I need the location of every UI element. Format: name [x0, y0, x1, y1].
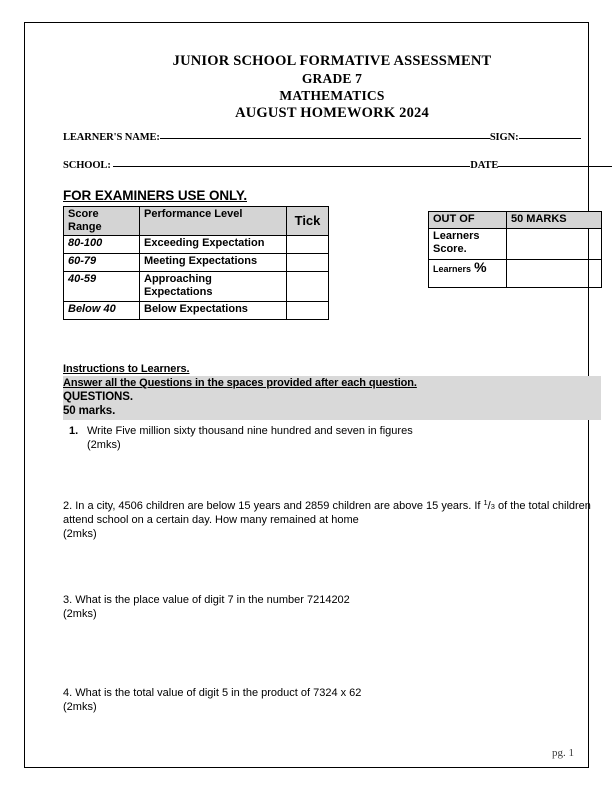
sign-input-line[interactable] [519, 129, 581, 139]
question-2-marks: (2mks) [63, 528, 97, 540]
header-score-range-line1: Score [68, 208, 99, 220]
question-3 [63, 593, 601, 621]
instructions-heading: Instructions to Learners. [63, 363, 190, 375]
examiners-tables [63, 206, 601, 324]
label-learners-percent [429, 260, 507, 288]
label-learners-score [429, 229, 507, 260]
table-header-row [429, 212, 602, 229]
cell-tick[interactable] [287, 254, 329, 272]
label-learners-score-line1: Learners [433, 230, 480, 242]
questions-label: QUESTIONS. [63, 391, 133, 403]
question-1-text: Write Five million sixty thousand nine hundred and seven in figures [87, 425, 413, 437]
question-2-text-part1: 2. In a city, 4506 children are below 15 years and 2859 children are above 15 years. If [63, 500, 484, 512]
value-learners-score[interactable] [507, 229, 602, 260]
instructions-section [63, 362, 601, 420]
cell-performance-level: Below Expectations [140, 302, 287, 320]
page-content [63, 53, 601, 783]
page-number-footer: pg. 1 [552, 747, 574, 759]
examiners-section-title: FOR EXAMINERS USE ONLY. [63, 188, 247, 203]
page-border [24, 22, 589, 768]
table-row [64, 254, 329, 272]
grading-scale-table [63, 206, 329, 320]
learner-name-row [63, 129, 601, 143]
question-1-number: 1. [69, 425, 79, 437]
cell-performance-level [140, 272, 287, 302]
cell-performance-level: Exceeding Expectation [140, 236, 287, 254]
table-row [64, 302, 329, 320]
question-4-text: 4. What is the total value of digit 5 in the product of 7324 x 62 [63, 687, 362, 699]
question-3-marks: (2mks) [63, 608, 97, 620]
question-2 [63, 499, 601, 541]
cell-score-range: 60-79 [64, 254, 140, 272]
title-line-subject: MATHEMATICS [279, 88, 385, 103]
fraction-denominator: 3 [490, 502, 495, 511]
header-tick: Tick [287, 207, 329, 236]
title-line-paper: AUGUST HOMEWORK 2024 [235, 105, 429, 121]
document-title-block [63, 53, 601, 122]
cell-score-range: Below 40 [64, 302, 140, 320]
cell-score-range: 40-59 [64, 272, 140, 302]
marks-summary-table [428, 211, 602, 288]
cell-tick[interactable] [287, 272, 329, 302]
fraction-one-third [484, 499, 495, 513]
school-label: SCHOOL: [63, 160, 114, 171]
date-label: DATE [470, 160, 499, 171]
question-4 [63, 686, 601, 714]
table-row [64, 272, 329, 302]
table-row [429, 229, 602, 260]
percent-sign-icon: % [474, 259, 487, 275]
learner-name-input-line[interactable] [160, 129, 490, 139]
table-row [64, 236, 329, 254]
table-row [429, 260, 602, 288]
cell-performance-level-line2: Expectations [144, 285, 213, 298]
header-score-range [64, 207, 140, 236]
cell-performance-level-line1: Approaching [144, 273, 212, 285]
date-input-line[interactable] [498, 157, 612, 167]
label-learners-score-line2: Score. [433, 242, 467, 255]
value-learners-percent[interactable] [507, 260, 602, 288]
question-2-text [63, 499, 601, 527]
question-4-marks: (2mks) [63, 701, 97, 713]
questions-banner [63, 376, 601, 420]
header-performance-level: Performance Level [140, 207, 287, 236]
cell-tick[interactable] [287, 302, 329, 320]
school-input-line[interactable] [113, 157, 470, 167]
question-2-text-part2: of the total children attend school on a certain day. How many remained at home [63, 500, 591, 526]
question-1 [63, 424, 601, 452]
sign-label: SIGN: [489, 132, 519, 143]
cell-tick[interactable] [287, 236, 329, 254]
total-marks-label: 50 marks. [63, 405, 116, 417]
header-out-of: OUT OF [429, 212, 507, 229]
school-row [63, 157, 601, 171]
label-learners-percent-text: Learners [433, 264, 472, 274]
learner-name-label: LEARNER'S NAME: [63, 132, 160, 143]
fraction-numerator: 1 [483, 498, 488, 507]
title-line-assessment: JUNIOR SCHOOL FORMATIVE ASSESSMENT [172, 53, 492, 69]
cell-score-range: 80-100 [64, 236, 140, 254]
instructions-answer-all: Answer all the Questions in the spaces provided after each question. [63, 377, 417, 389]
question-3-text: 3. What is the place value of digit 7 in the number 7214202 [63, 594, 350, 606]
table-header-row [64, 207, 329, 236]
question-1-marks: (2mks) [87, 439, 121, 451]
title-line-grade: GRADE 7 [301, 71, 363, 86]
header-total-marks: 50 MARKS [507, 212, 602, 229]
cell-performance-level: Meeting Expectations [140, 254, 287, 272]
questions-list [63, 424, 601, 714]
header-score-range-line2: Range [68, 220, 102, 233]
fraction-separator: / [487, 500, 491, 512]
